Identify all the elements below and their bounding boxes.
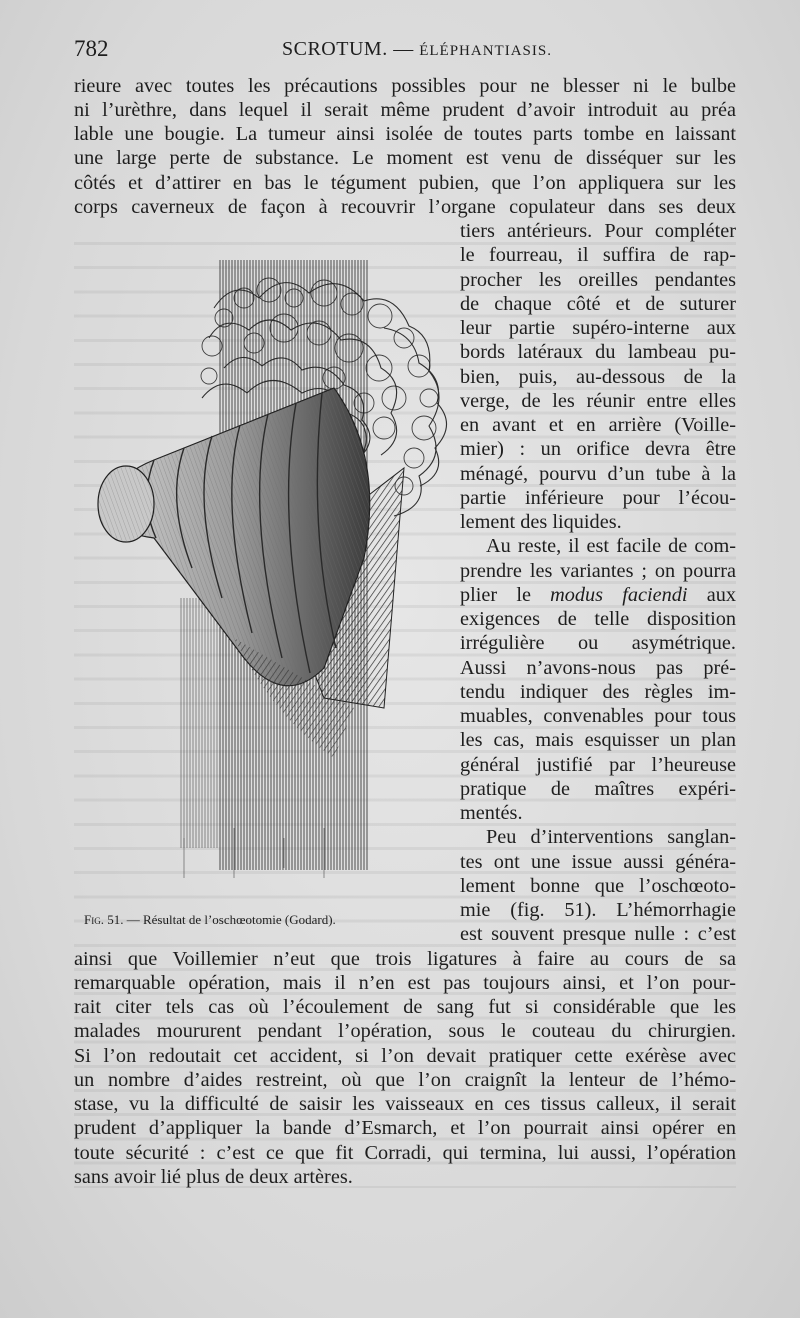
column-line: Aussi n’avons-nous pas pré- [460,657,736,679]
page-number: 782 [74,36,109,61]
text-line: remarquable opération, mais il n’en est pas toujours ainsi, et l’on pour- [74,972,736,994]
column-line: le fourreau, il suffira de rap- [460,244,736,266]
column-line: leur partie supéro-interne aux [460,317,736,339]
text-line: malades moururent pendant l’opération, sous le couteau du chirurgien. [74,1020,736,1042]
column-line: tes ont une issue aussi généra- [460,851,736,873]
text-line: un nombre d’aides restreint, où que l’on craignît la lenteur de l’hémo- [74,1069,736,1091]
column-line: est souvent presque nulle : c’est [460,923,736,945]
column-line: partie inférieure pour l’écou- [460,487,736,509]
engraving-illustration [84,238,450,898]
engraving-figure-51 [84,238,450,898]
figure-label: Fig. 51. [84,912,124,927]
column-line: en avant et en arrière (Voille- [460,414,736,436]
column-line: de chaque côté et de suturer [460,293,736,315]
text-line: rieure avec toutes les précautions possibles pour ne blesser ni le bulbe [74,75,736,97]
text-line: ni l’urèthre, dans lequel il serait même prudent d’avoir introduit au préa [74,99,736,121]
column-line: verge, de les réunir entre elles [460,390,736,412]
column-line: prendre les variantes ; on pourra [460,560,736,582]
running-title-subtitle: ÉLÉPHANTIASIS. [419,43,552,59]
text-line: prudent d’appliquer la bande d’Esmarch, et l’on pourrait ainsi opérer en [74,1117,736,1139]
text-span: plier le [460,584,551,606]
text-line: côtés et d’attirer en bas le tégument pubien, que l’on appliquera sur les [74,172,736,194]
page-header [74,36,736,66]
column-line: les cas, mais esquisser un plan [460,729,736,751]
column-line-with-italic [460,583,736,607]
column-line: procher les oreilles pendantes [460,269,736,291]
text-line: lable une bougie. La tumeur ainsi isolée de toutes parts tombe en laissant [74,123,736,145]
column-line: Peu d’interventions sanglan- [486,826,736,848]
column-line: exigences de telle disposition [460,608,736,630]
column-line: tendu indiquer des règles im- [460,681,736,703]
column-line: mie (fig. 51). L’hémorrhagie [460,899,736,921]
column-line: pratique de maîtres expéri- [460,778,736,800]
column-line: irrégulière ou asymétrique. [460,632,736,654]
text-line: sans avoir lié plus de deux artères. [74,1166,353,1188]
column-line: bords latéraux du lambeau pu- [460,341,736,363]
column-line: général justifié par l’heureuse [460,754,736,776]
column-line: lement bonne que l’oschœoto- [460,875,736,897]
text-line: corps caverneux de façon à recouvrir l’organe copulateur dans ses deux [74,196,736,218]
column-line: bien, puis, au-dessous de la [460,366,736,388]
column-line: mentés. [460,802,523,824]
text-line: ainsi que Voillemier n’eut que trois ligatures à faire au cours de sa [74,948,736,970]
text-line: rait citer tels cas où l’écoulement de sang fut si considérable que les [74,996,736,1018]
column-line: Au reste, il est facile de com- [486,535,736,557]
text-line: Si l’on redoutait cet accident, si l’on devait pratiquer cette exérèse avec [74,1045,736,1067]
figure-caption [84,912,450,928]
text-line: toute sécurité : c’est ce que fit Corradi, qui termina, lui aussi, l’opération [74,1142,736,1164]
running-title [282,38,552,61]
column-line: tiers antérieurs. Pour compléter [460,220,736,242]
text-line: une large perte de substance. Le moment est venu de disséquer sur les [74,147,736,169]
column-line: muables, convenables pour tous [460,705,736,727]
column-line: lement des liquides. [460,511,622,533]
column-line: mier) : un orifice devra être [460,438,736,460]
text-span: aux [687,584,736,606]
figure-caption-text: — Résultat de l’oschœotomie (Godard). [123,912,336,927]
text-line: stase, vu la difficulté de saisir les vaisseaux en ces tissus calleux, il serait [74,1093,736,1115]
running-title-main: SCROTUM. — [282,38,420,60]
italic-phrase: modus faciendi [550,584,688,606]
column-line: ménagé, pourvu d’un tube à la [460,463,736,485]
